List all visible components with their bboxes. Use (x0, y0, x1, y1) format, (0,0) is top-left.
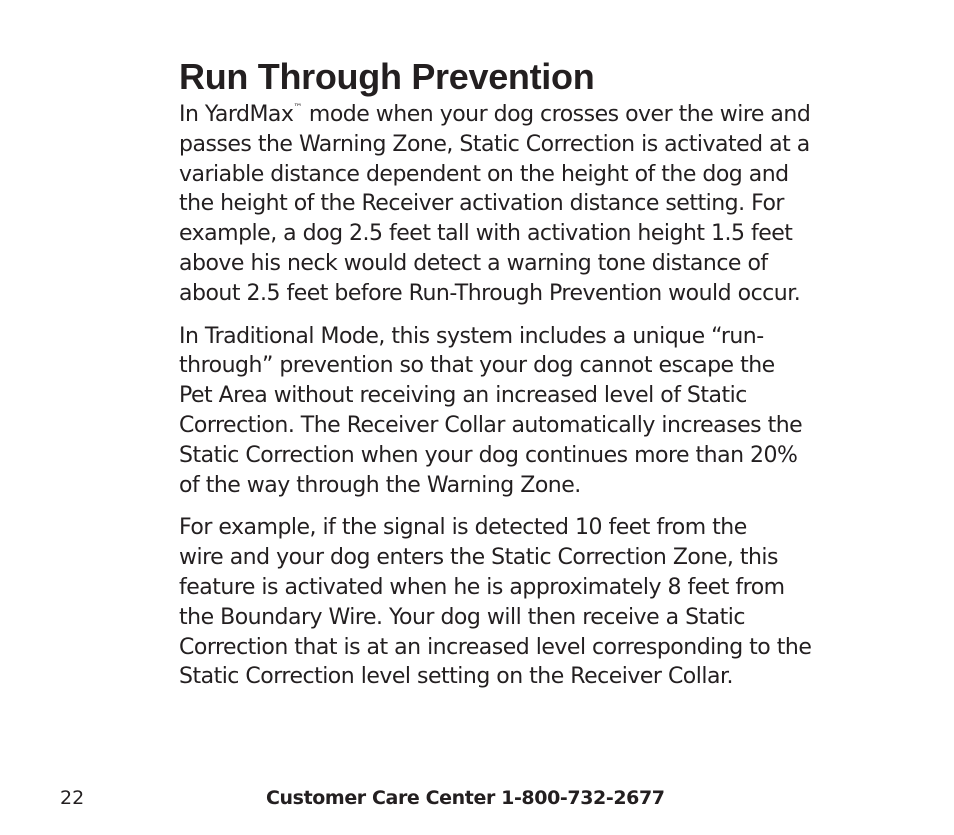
paragraph-line: the height of the Receiver activation distance setting. For (179, 191, 784, 217)
paragraph-line: above his neck would detect a warning tone distance of (179, 250, 768, 276)
customer-care-line: Customer Care Center 1-800-732-2677 (266, 787, 665, 809)
paragraph-line: of the way through the Warning Zone. (179, 472, 581, 498)
trademark-symbol: ™ (293, 103, 303, 113)
paragraph-line: about 2.5 feet before Run-Through Prevention would occur. (179, 280, 801, 306)
paragraph-line: In YardMax™ mode when your dog crosses over the wire and (179, 102, 811, 127)
page-content (179, 54, 899, 705)
paragraph-line: Correction that is at an increased level corresponding to the (179, 634, 812, 660)
paragraph-line: For example, if the signal is detected 10 feet from the (179, 515, 747, 541)
paragraph-yardmax (179, 100, 899, 309)
paragraph-line: passes the Warning Zone, Static Correction is activated at a (179, 131, 810, 157)
paragraph-example (179, 513, 899, 692)
paragraph-line: through” prevention so that your dog cannot escape the (179, 353, 775, 379)
paragraph-line: Static Correction when your dog continues more than 20% (179, 442, 798, 468)
paragraph-line: Correction. The Receiver Collar automatically increases the (179, 412, 803, 438)
page-number: 22 (60, 787, 85, 809)
paragraph-line: feature is activated when he is approximately 8 feet from (179, 574, 785, 600)
paragraph-line: Pet Area without receiving an increased level of Static (179, 383, 747, 409)
paragraph-line: example, a dog 2.5 feet tall with activation height 1.5 feet (179, 221, 793, 247)
paragraph-line: variable distance dependent on the height of the dog and (179, 161, 789, 187)
paragraph-line: the Boundary Wire. Your dog will then receive a Static (179, 604, 745, 630)
paragraph-traditional-mode (179, 322, 899, 501)
paragraph-line: In Traditional Mode, this system includes a unique “run- (179, 323, 764, 349)
paragraph-line: Static Correction level setting on the Receiver Collar. (179, 664, 733, 690)
section-heading: Run Through Prevention (179, 56, 595, 97)
paragraph-line: wire and your dog enters the Static Correction Zone, this (179, 545, 779, 571)
